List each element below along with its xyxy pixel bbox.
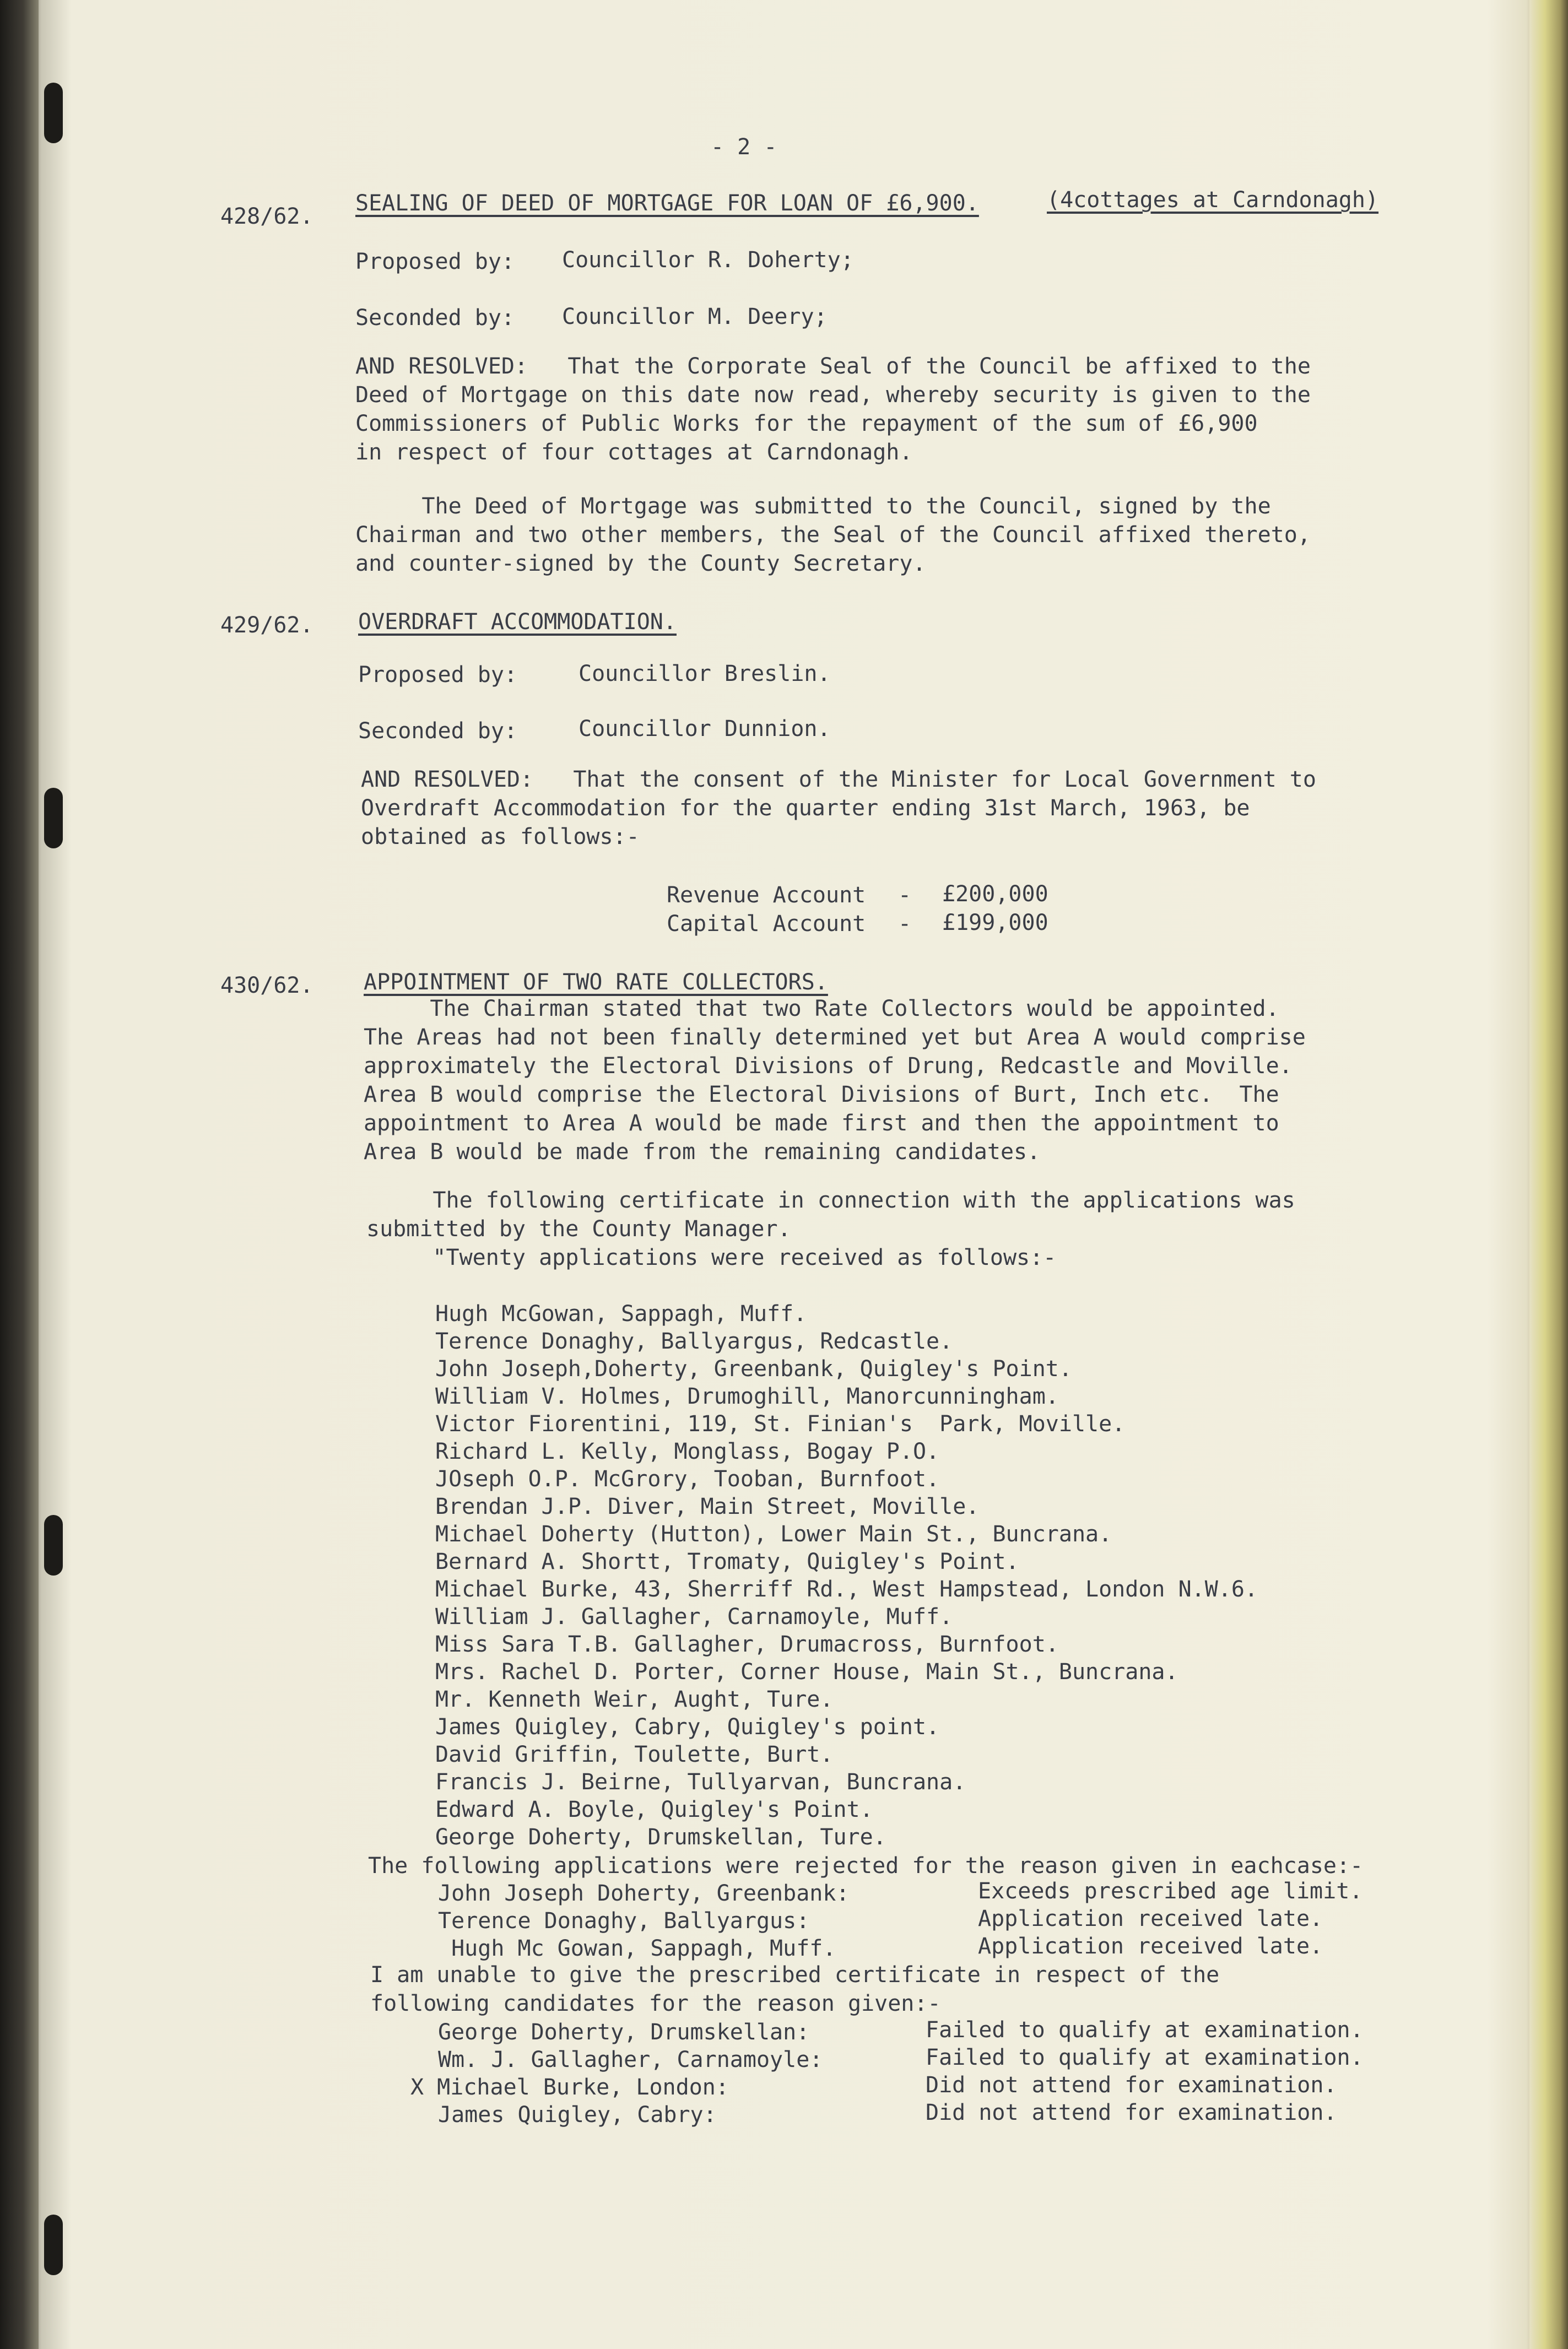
- item-title-note: (4cottages at Carndonagh): [1047, 187, 1379, 213]
- item-title: OVERDRAFT ACCOMMODATION.: [358, 609, 677, 635]
- item-number: 430/62.: [220, 973, 313, 998]
- rejected-name: Terence Donaghy, Ballyargus:: [438, 1908, 810, 1934]
- account-separator: -: [898, 883, 912, 908]
- paragraph-line: "Twenty applications were received as follows:-: [366, 1245, 1057, 1270]
- applicant: Mr. Kenneth Weir, Aught, Ture.: [435, 1687, 834, 1712]
- uncertified-name: Wm. J. Gallagher, Carnamoyle:: [438, 2047, 823, 2072]
- paragraph-line: The Deed of Mortgage was submitted to the Council, signed by the: [355, 494, 1271, 519]
- seconded-label: Seconded by:: [355, 305, 515, 331]
- account-name: Revenue Account: [667, 883, 866, 908]
- binding-strip: [0, 0, 39, 2349]
- applicant: Victor Fiorentini, 119, St. Finian's Park, Moville.: [435, 1411, 1126, 1437]
- resolution-line: AND RESOLVED: That the consent of the Minister for Local Government to: [361, 767, 1316, 792]
- binder-hole: [44, 2215, 63, 2275]
- seconded-value: Councillor M. Deery;: [562, 304, 828, 329]
- uncertified-reason: Did not attend for examination.: [926, 2100, 1337, 2125]
- paragraph-line: and counter-signed by the County Secretary.: [355, 551, 926, 576]
- proposed-value: Councillor R. Doherty;: [562, 247, 854, 273]
- applicant: Richard L. Kelly, Monglass, Bogay P.O.: [435, 1439, 940, 1464]
- binder-hole: [44, 1515, 63, 1576]
- binder-hole: [44, 788, 63, 848]
- paragraph-line: Area B would be made from the remaining candidates.: [364, 1139, 1041, 1165]
- rejected-reason: Application received late.: [978, 1934, 1323, 1959]
- page-edge: [1529, 0, 1568, 2349]
- paragraph-line: Chairman and two other members, the Seal of the Council affixed thereto,: [355, 522, 1311, 548]
- paragraph-line: following candidates for the reason given:-: [370, 1991, 941, 2016]
- resolution-line: Deed of Mortgage on this date now read, whereby security is given to the: [355, 382, 1311, 408]
- item-number: 428/62.: [220, 204, 313, 229]
- paragraph-line: The following certificate in connection with the applications was: [366, 1188, 1295, 1213]
- paragraph-line: Area B would comprise the Electoral Divisions of Burt, Inch etc. The: [364, 1082, 1279, 1107]
- applicant: Michael Burke, 43, Sherriff Rd., West Hampstead, London N.W.6.: [435, 1577, 1258, 1602]
- resolution-line: Overdraft Accommodation for the quarter ending 31st March, 1963, be: [361, 795, 1250, 821]
- uncertified-name: X Michael Burke, London:: [410, 2075, 729, 2100]
- proposed-value: Councillor Breslin.: [578, 661, 831, 686]
- resolution-line: Commissioners of Public Works for the repayment of the sum of £6,900: [355, 411, 1258, 436]
- item-title: APPOINTMENT OF TWO RATE COLLECTORS.: [364, 970, 828, 995]
- applicant: Hugh McGowan, Sappagh, Muff.: [435, 1301, 807, 1327]
- applicant: Terence Donaghy, Ballyargus, Redcastle.: [435, 1329, 953, 1354]
- applicant: John Joseph,Doherty, Greenbank, Quigley's Point.: [435, 1356, 1072, 1382]
- proposed-label: Proposed by:: [355, 249, 515, 274]
- resolution-line: AND RESOLVED: That the Corporate Seal of the Council be affixed to the: [355, 354, 1311, 379]
- uncertified-reason: Failed to qualify at examination.: [926, 2017, 1364, 2043]
- rejected-name: Hugh Mc Gowan, Sappagh, Muff.: [438, 1936, 836, 1961]
- resolution-line: obtained as follows:-: [361, 824, 640, 849]
- paragraph-line: approximately the Electoral Divisions of Drung, Redcastle and Moville.: [364, 1053, 1293, 1079]
- applicant: Bernard A. Shortt, Tromaty, Quigley's Point.: [435, 1549, 1019, 1574]
- account-amount: £200,000: [942, 881, 1048, 907]
- account-name: Capital Account: [667, 911, 866, 937]
- applicant: Edward A. Boyle, Quigley's Point.: [435, 1797, 873, 1822]
- uncertified-name: George Doherty, Drumskellan:: [438, 2020, 810, 2045]
- applicant: Francis J. Beirne, Tullyarvan, Buncrana.: [435, 1769, 966, 1795]
- paragraph-line: I am unable to give the prescribed certificate in respect of the: [370, 1962, 1220, 1988]
- applicant: Mrs. Rachel D. Porter, Corner House, Main St., Buncrana.: [435, 1659, 1178, 1685]
- rejected-name: John Joseph Doherty, Greenbank:: [438, 1881, 850, 1906]
- resolution-line: in respect of four cottages at Carndonagh.: [355, 440, 913, 465]
- paragraph-line: The Chairman stated that two Rate Collectors would be appointed.: [364, 996, 1279, 1021]
- applicant: William V. Holmes, Drumoghill, Manorcunningham.: [435, 1384, 1059, 1409]
- seconded-value: Councillor Dunnion.: [578, 716, 831, 741]
- applicant: Miss Sara T.B. Gallagher, Drumacross, Burnfoot.: [435, 1632, 1059, 1657]
- paragraph-line: The Areas had not been finally determined yet but Area A would comprise: [364, 1025, 1306, 1050]
- item-title: SEALING OF DEED OF MORTGAGE FOR LOAN OF £6,900.: [355, 191, 979, 216]
- account-amount: £199,000: [942, 910, 1048, 935]
- applicant: David Griffin, Toulette, Burt.: [435, 1742, 834, 1767]
- binder-hole: [44, 83, 63, 143]
- applicant: Michael Doherty (Hutton), Lower Main St., Buncrana.: [435, 1522, 1112, 1547]
- paragraph-line: submitted by the County Manager.: [366, 1216, 791, 1242]
- uncertified-reason: Failed to qualify at examination.: [926, 2045, 1364, 2070]
- item-number: 429/62.: [220, 613, 313, 638]
- seconded-label: Seconded by:: [358, 718, 517, 744]
- paragraph-line: appointment to Area A would be made first and then the appointment to: [364, 1111, 1279, 1136]
- rejected-reason: Exceeds prescribed age limit.: [978, 1879, 1363, 1904]
- applicant: James Quigley, Cabry, Quigley's point.: [435, 1714, 940, 1740]
- applicant: George Doherty, Drumskellan, Ture.: [435, 1825, 886, 1850]
- applicant: William J. Gallagher, Carnamoyle, Muff.: [435, 1604, 953, 1630]
- rejected-intro: The following applications were rejected for the reason given in eachcase:-: [368, 1853, 1364, 1879]
- account-separator: -: [898, 911, 912, 937]
- applicant: JOseph O.P. McGrory, Tooban, Burnfoot.: [435, 1466, 940, 1492]
- page-number: - 2 -: [711, 134, 777, 160]
- uncertified-reason: Did not attend for examination.: [926, 2072, 1337, 2098]
- rejected-reason: Application received late.: [978, 1906, 1323, 1931]
- uncertified-name: James Quigley, Cabry:: [438, 2102, 717, 2128]
- proposed-label: Proposed by:: [358, 662, 517, 688]
- applicant: Brendan J.P. Diver, Main Street, Moville.: [435, 1494, 980, 1519]
